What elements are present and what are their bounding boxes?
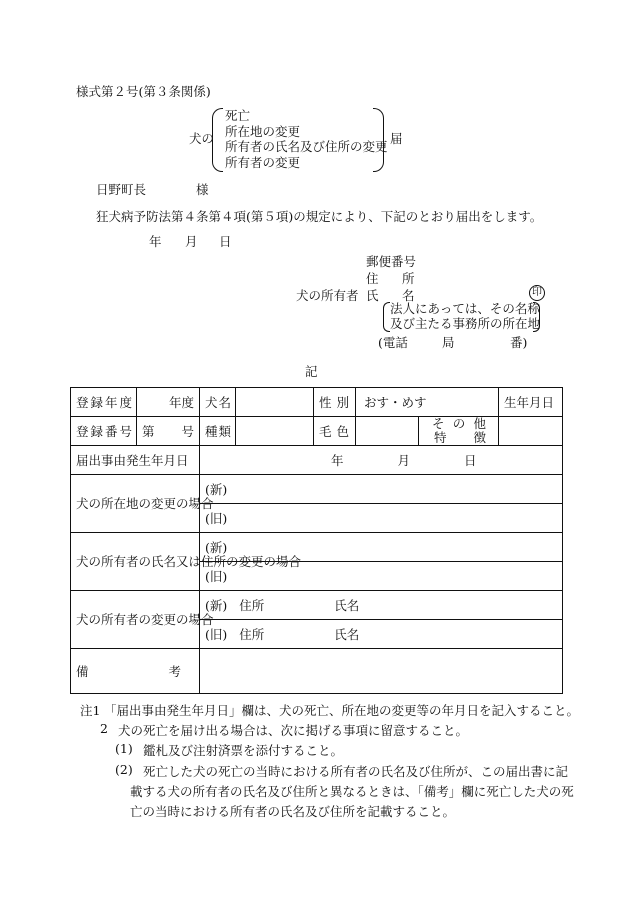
reg-no-label: 登 録 番 号	[71, 417, 137, 446]
location-change-label: 犬の所在地の変更の場合	[71, 475, 200, 533]
phone-open: (電話	[378, 335, 408, 350]
note2-text: 犬の死亡を届け出る場合は、次に掲げる事項に留意すること。	[118, 723, 469, 738]
reg-year-label: 登 録 年 度	[71, 388, 137, 417]
location-new-field[interactable]: (新)	[200, 475, 563, 504]
remarks-label: 備 考	[71, 649, 200, 694]
owner-old-field[interactable]: (旧) 住所 氏名	[200, 620, 563, 649]
dog-form-table	[70, 387, 563, 694]
note1-text: 「届出事由発生年月日」欄は、犬の死亡、所在地の変更等の年月日を記入すること。	[104, 703, 580, 718]
date-day: 日	[219, 234, 232, 249]
corp-note-line-2: 及び主たる事務所の所在地	[390, 316, 541, 331]
corp-right-brace	[533, 302, 540, 332]
name-label-2: 名	[402, 288, 415, 303]
seal-mark: 印	[529, 285, 545, 301]
name-addr-new-field[interactable]: (新)	[200, 533, 563, 562]
postal-label: 郵便番号	[366, 254, 417, 269]
event-date-label: 届出事由発生年月日	[71, 446, 200, 475]
phone-kyoku: 局	[442, 335, 455, 350]
row-owner-change-new	[71, 591, 563, 620]
dog-prefix: 犬の	[189, 131, 215, 146]
row-registration-year	[71, 388, 563, 417]
notification-options	[225, 108, 388, 170]
addressee: 日野町長	[96, 182, 147, 197]
left-brace	[212, 108, 223, 172]
reg-no-field[interactable]: 第 号	[137, 417, 200, 446]
phone-ban: 番)	[510, 335, 528, 350]
sub1-text: 鑑札及び注射済票を添付すること。	[143, 743, 344, 758]
kind-field[interactable]	[236, 417, 314, 446]
sex-options[interactable]: おす・めす	[356, 388, 499, 417]
right-brace	[373, 108, 384, 172]
option-name-address-change: 所有者の氏名及び住所の変更	[225, 139, 388, 154]
note1-label: 注1	[80, 703, 101, 718]
birth-label: 生年月日	[499, 388, 563, 417]
other-features-field[interactable]	[499, 417, 563, 446]
sub2-line-3: 亡の当時における所有者の氏名及び住所を記載すること。	[130, 804, 456, 819]
corp-left-brace	[383, 302, 390, 332]
row-event-date	[71, 446, 563, 475]
ki-label: 記	[305, 364, 318, 379]
statement: 狂犬病予防法第４条第４項(第５項)の規定により、下記のとおり届出をします。	[96, 209, 543, 224]
dog-name-label: 犬 名	[200, 388, 236, 417]
row-name-addr-change-new	[71, 533, 563, 562]
coat-field[interactable]	[356, 417, 419, 446]
kind-label: 種 類	[200, 417, 236, 446]
remarks-field[interactable]	[200, 649, 563, 694]
name-addr-change-label: 犬の所有者の氏名又は住所の変更の場合	[71, 533, 200, 591]
event-date-field[interactable]: 年 月 日	[200, 446, 563, 475]
sub2-num: (2)	[115, 762, 133, 777]
sama-label: 様	[196, 182, 209, 197]
option-death: 死亡	[225, 108, 251, 123]
sex-label: 性 別	[314, 388, 356, 417]
row-registration-number	[71, 417, 563, 446]
coat-label: 毛 色	[314, 417, 356, 446]
date-month: 月	[185, 234, 198, 249]
sub2-line-1: 死亡した犬の死亡の当時における所有者の氏名及び住所が、この届出書に記	[143, 764, 569, 779]
corp-note	[390, 301, 540, 331]
row-location-change-new	[71, 475, 563, 504]
location-old-field[interactable]: (旧)	[200, 504, 563, 533]
name-addr-old-field[interactable]: (旧)	[200, 562, 563, 591]
form-number: 様式第２号(第３条関係)	[76, 84, 211, 99]
address-label-2: 所	[402, 271, 415, 286]
reg-year-field[interactable]: 年度	[137, 388, 200, 417]
dog-name-field[interactable]	[236, 388, 314, 417]
sub1-num: (1)	[115, 741, 133, 756]
row-remarks	[71, 649, 563, 694]
date-year: 年	[149, 234, 162, 249]
option-owner-change: 所有者の変更	[225, 154, 301, 170]
sub2-line-2: 載する犬の所有者の氏名及び住所と異なるときは、「備考」欄に死亡した犬の死	[130, 784, 574, 799]
note2-num: 2	[100, 721, 108, 736]
option-location-change: 所在地の変更	[225, 123, 301, 139]
owner-label: 犬の所有者	[296, 288, 359, 303]
corp-note-line-1: 法人にあっては、その名称	[390, 301, 540, 316]
owner-change-label: 犬の所有者の変更の場合	[71, 591, 200, 649]
todoke-label: 届	[390, 131, 403, 146]
address-label-1: 住	[366, 271, 379, 286]
name-label-1: 氏	[366, 288, 379, 303]
other-features-label: そ の 他 特 徴	[419, 417, 499, 446]
owner-new-field[interactable]: (新) 住所 氏名	[200, 591, 563, 620]
